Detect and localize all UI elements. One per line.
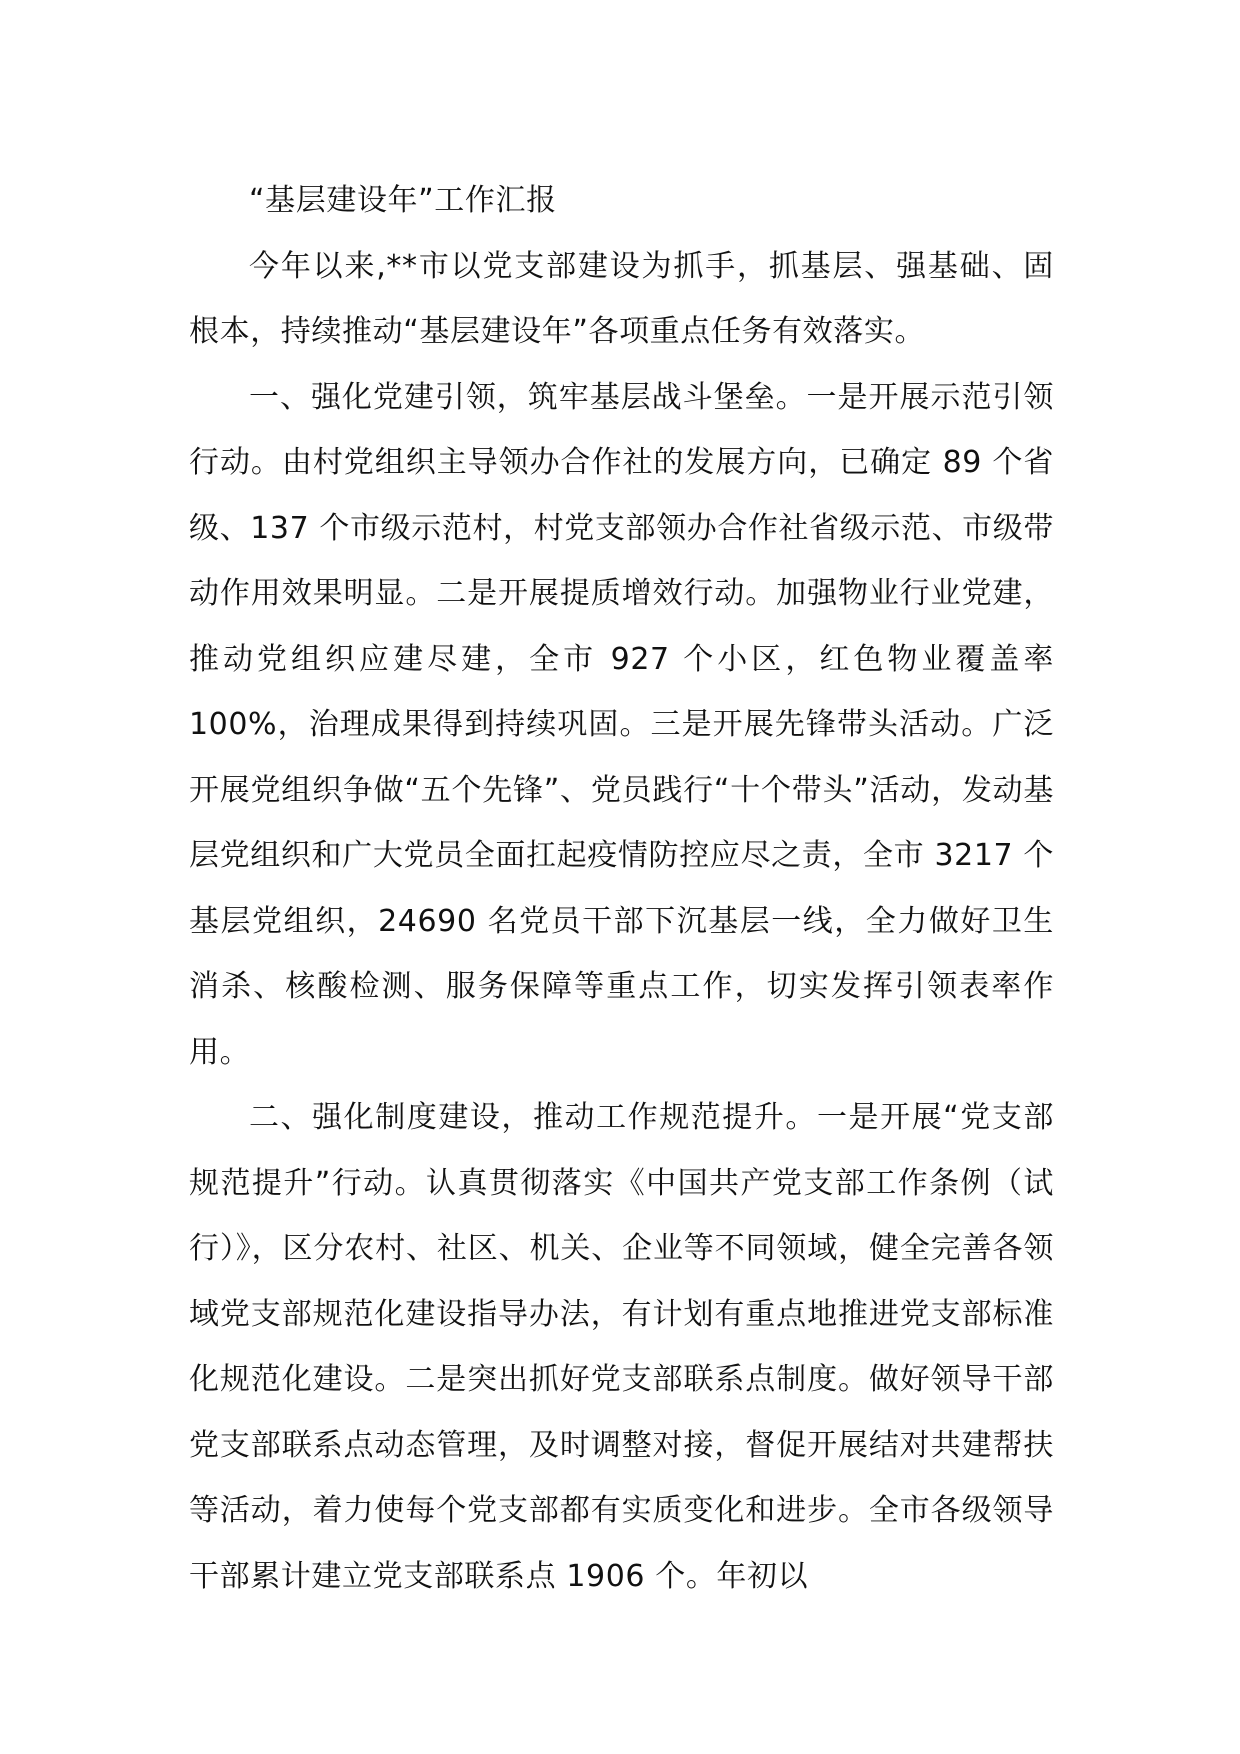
document-title: “基层建设年”工作汇报 bbox=[249, 183, 557, 218]
paragraph-section-two: 二、强化制度建设，推动工作规范提升。一是开展“党支部规范提升”行动。认真贯彻落实《中国共产党支部工作条例（试行）》，区分农村、社区、机关、企业等不同领域，健全完善各领域党支部规范化建设指导办法，有计划有重点地推进党支部标准化规范化建设。二是突出抓好党支部联系点制度。做好领导干部党支部联系点动态管理，及时调整对接，督促开展结对共建帮扶等活动，着力使每个党支部都有实质变化和进步。全市各级领导干部累计建立党支部联系点 1906 个。年初以 bbox=[189, 1100, 1054, 1594]
document-body bbox=[189, 168, 1054, 1609]
paragraph-intro: 今年以来,**市以党支部建设为抓手，抓基层、强基础、固根本，持续推动“基层建设年”各项重点任务有效落实。 bbox=[189, 248, 1054, 349]
paragraph-section-one: 一、强化党建引领，筑牢基层战斗堡垒。一是开展示范引领行动。由村党组织主导领办合作社的发展方向，已确定 89 个省级、137 个市级示范村，村党支部领办合作社省级示范、市级带动作用效果明显。二是开展提质增效行动。加强物业行业党建，推动党组织应建尽建，全市 927 个小区，红色物业覆盖率 100%，治理成果得到持续巩固。三是开展先锋带头活动。广泛开展党组织争做“五个先锋”、党员践行“十个带头”活动，发动基层党组织和广大党员全面扛起疫情防控应尽之责，全市 3217 个基层党组织，24690 名党员干部下沉基层一线，全力做好卫生消杀、核酸检测、服务保障等重点工作，切实发挥引领表率作用。 bbox=[189, 379, 1054, 1070]
